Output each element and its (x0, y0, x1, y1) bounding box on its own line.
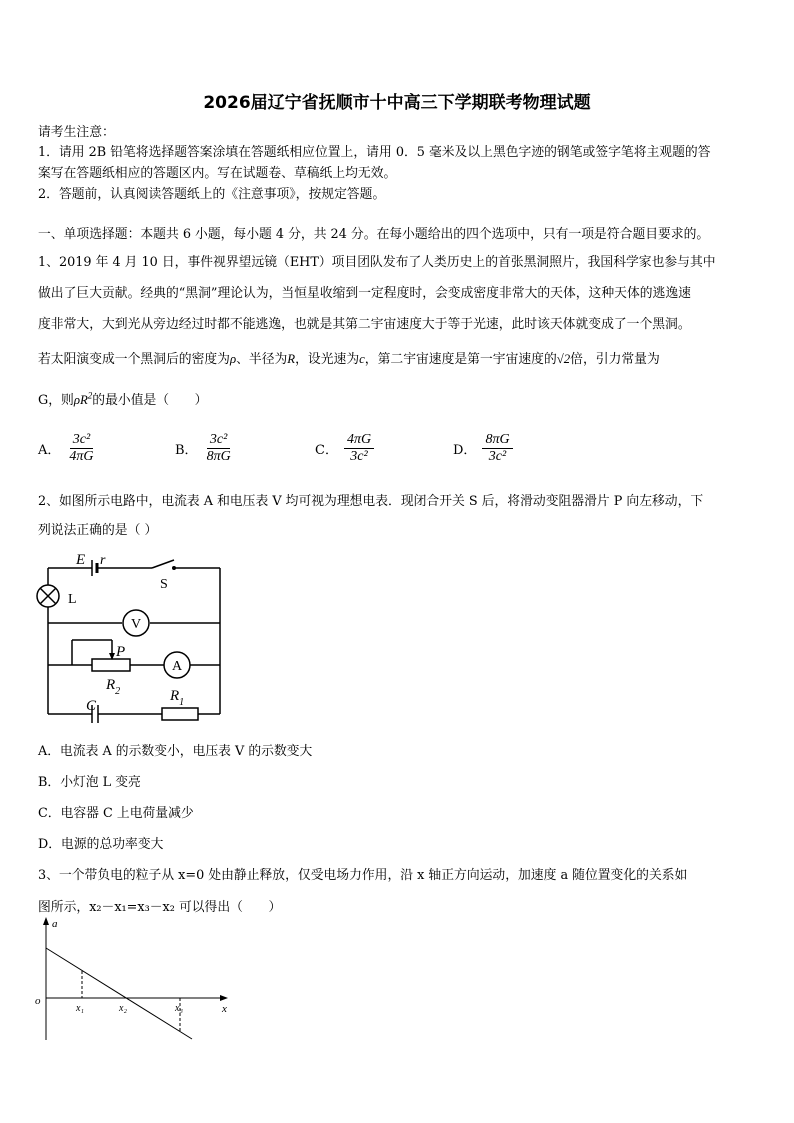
capacitor-label: C (86, 698, 97, 714)
acceleration-graph (32, 915, 242, 1045)
axis-a-label: a (52, 918, 58, 930)
internal-resistance-label: r (100, 553, 106, 568)
option-label: B． (175, 443, 198, 458)
circuit-diagram (30, 548, 230, 726)
ammeter-label: A (171, 659, 183, 674)
page-title: 2026届辽宁省抚顺市十中高三下学期联考物理试题 (203, 93, 591, 113)
voltmeter-label: V (130, 617, 142, 632)
axis-x-label: x (222, 1003, 227, 1015)
origin-label: o (35, 995, 41, 1007)
slider-label: P (116, 644, 126, 660)
q3-line-2: 图所示，x₂－x₁=x₃－x₂ 可以得出（ ） (38, 900, 282, 915)
numerator: 3c² (70, 432, 93, 449)
q1-text: 若太阳演变成一个黑洞后的密度为 (38, 352, 230, 367)
resistor-subscript: 1 (179, 697, 185, 708)
q2-option-a: A．电流表 A 的示数变小，电压表 V 的示数变大 (38, 744, 313, 759)
rheostat-symbol: R (106, 677, 116, 693)
x3-label: x₃ (175, 1003, 183, 1014)
numerator: 3c² (207, 432, 230, 449)
q1-option-a (38, 432, 97, 465)
rho-symbol: ρ (229, 352, 237, 366)
c-symbol: c (359, 352, 365, 366)
denominator: 8πG (206, 449, 231, 464)
lamp-icon (37, 585, 59, 607)
option-label: C． (315, 443, 338, 458)
resistor-label (169, 688, 184, 708)
option-fraction (482, 432, 512, 465)
lamp-label: L (68, 592, 77, 607)
q1-text: ，设光速为 (295, 352, 360, 367)
superscript: 2 (87, 390, 93, 401)
option-fraction (66, 432, 96, 465)
q1-text: 倍，引力常量为 (570, 352, 660, 367)
denominator: 3c² (350, 449, 368, 464)
q1-option-d (453, 432, 513, 465)
q1-line-1: 1、2019 年 4 月 10 日，事件视界望远镜（EHT）项目团队发布了人类历史上的首张黑洞照片，我国科学家也参与其中 (38, 255, 716, 270)
resistor-symbol: R (170, 688, 180, 704)
x1-label: x₁ (76, 1003, 84, 1014)
q3-line-1: 3、一个带负电的粒子从 x=0 处由静止释放，仅受电场力作用，沿 x 轴正方向运动，加速度 a 随位置变化的关系如 (38, 868, 688, 883)
notice-item-1b: 案写在答题纸相应的答题区内。写在试题卷、草稿纸上均无效。 (38, 166, 397, 181)
sqrt2-symbol: √2 (556, 352, 571, 366)
q1-line-4 (38, 348, 660, 367)
numerator: 8πG (482, 432, 512, 449)
q2-option-c: C．电容器 C 上电荷量减少 (38, 806, 194, 821)
resistor-icon (162, 708, 198, 720)
voltmeter-icon (123, 610, 149, 636)
denominator: 3c² (488, 449, 507, 464)
q1-text: 、半径为 (236, 352, 288, 367)
notice-item-1a: 1．请用 2B 铅笔将选择题答案涂填在答题纸相应位置上，请用 0．5 毫米及以上黑色字迹的钢笔或签字笔将主观题的答 (38, 145, 711, 160)
q1-line-2: 做出了巨大贡献。经典的“黑洞”理论认为，当恒星收缩到一定程度时，会变成密度非常大的天体，这种天体的逃逸速 (38, 286, 691, 301)
ammeter-icon (164, 652, 190, 678)
option-fraction (204, 432, 234, 465)
q1-text: G，则 (38, 393, 74, 408)
denominator: 4πG (69, 449, 94, 464)
radius-symbol: R (287, 352, 296, 366)
x2-label: x₂ (119, 1003, 127, 1014)
notice-item-2: 2．答题前，认真阅读答题纸上的《注意事项》，按规定答题。 (38, 187, 386, 202)
option-label: A． (38, 443, 61, 458)
q1-option-b (175, 432, 234, 465)
q1-line-5 (38, 389, 207, 408)
q2-line-1: 2、如图所示电路中，电流表 A 和电压表 V 均可视为理想电表．现闭合开关 S 后，将滑动变阻器滑片 P 向左移动，下 (38, 494, 704, 509)
q1-text: ，第二宇宙速度是第一宇宙速度的 (364, 352, 557, 367)
switch-label: S (160, 577, 168, 592)
section-heading: 一、单项选择题：本题共 6 小题，每小题 4 分，共 24 分。在每小题给出的四个选项中，只有一项是符合题目要求的。 (38, 227, 710, 242)
q2-option-b: B．小灯泡 L 变亮 (38, 775, 141, 790)
rheostat-subscript: 2 (115, 686, 121, 697)
rhoR2-symbol: ρR (73, 393, 88, 407)
q1-line-3: 度非常大，大到光从旁边经过时都不能逃逸，也就是其第二宇宙速度大于等于光速，此时该天体就变成了一个黑洞。 (38, 317, 691, 332)
option-fraction (344, 432, 374, 465)
option-label: D． (453, 443, 477, 458)
q1-option-c (315, 432, 374, 465)
emf-label: E (76, 552, 86, 568)
q2-option-d: D．电源的总功率变大 (38, 837, 164, 852)
notice-heading: 请考生注意： (38, 125, 115, 140)
numerator: 4πG (344, 432, 374, 449)
q1-text: 的最小值是（ ） (92, 393, 208, 408)
rheostat-label (105, 677, 120, 697)
q2-line-2: 列说法正确的是（ ） (38, 523, 158, 538)
